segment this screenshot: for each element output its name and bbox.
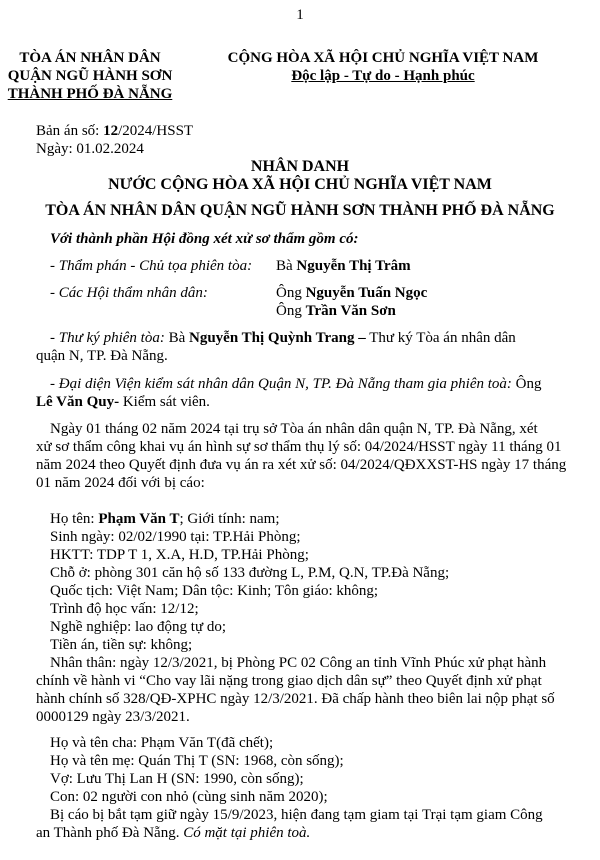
session-line4: 01 năm 2024 đối với bị cáo: bbox=[36, 475, 205, 491]
defendant-address: Chỗ ở: phòng 301 căn hộ số 133 đường L, P.M, Q.N, TP.Đà Nẵng; bbox=[50, 565, 450, 581]
judge-fullname: Nguyễn Thị Trâm bbox=[296, 258, 411, 274]
defendant-occupation: Nghề nghiệp: lao động tự do; bbox=[50, 619, 227, 635]
juror-2-title: Ông bbox=[276, 303, 306, 319]
national-title: CỘNG HÒA XÃ HỘI CHỦ NGHĨA VIỆT NAM bbox=[227, 50, 539, 66]
presence-note: Có mặt tại phiên toà. bbox=[183, 825, 311, 841]
verdict-date: Ngày: 01.02.2024 bbox=[36, 141, 144, 157]
prosecutor-line2 bbox=[36, 393, 210, 411]
clerk-name: Nguyễn Thị Quỳnh Trang – bbox=[189, 330, 366, 346]
verdict-number-label: Bản án số: bbox=[36, 123, 104, 139]
judge-label: - Thẩm phán - Chủ tọa phiên tòa: bbox=[50, 258, 253, 274]
clerk-line1 bbox=[50, 329, 516, 347]
defendant-name bbox=[50, 510, 279, 528]
verdict-number bbox=[36, 122, 193, 140]
history-line4: 0000129 ngày 23/3/2021. bbox=[36, 709, 190, 725]
session-line1: Ngày 01 tháng 02 năm 2024 tại trụ sở Tòa án nhân dân quận N, TP. Đà Nẵng, xét bbox=[50, 421, 538, 437]
national-motto bbox=[218, 67, 548, 85]
judge-title: Bà bbox=[276, 258, 297, 274]
title-line2: NƯỚC CỘNG HÒA XÃ HỘI CHỦ NGHĨA VIỆT NAM bbox=[108, 176, 492, 193]
history-line3: hành chính số 328/QĐ-XPHC ngày 12/3/2021. Đã chấp hành theo biên lai nộp phạt số bbox=[36, 691, 555, 707]
defendant-nationality: Quốc tịch: Việt Nam; Dân tộc: Kinh; Tôn giáo: không; bbox=[50, 583, 379, 599]
detention-line1: Bị cáo bị bắt tạm giữ ngày 15/9/2023, hiện đang tạm giam tại Trại tạm giam Công bbox=[50, 807, 543, 823]
defendant-dob: Sinh ngày: 02/02/1990 tại: TP.Hải Phòng; bbox=[50, 529, 301, 545]
defendant-mother: Họ và tên mẹ: Quán Thị T (SN: 1968, còn sống); bbox=[50, 753, 344, 769]
court-name-line1: TÒA ÁN NHÂN DÂN bbox=[19, 50, 161, 66]
defendant-children: Con: 02 người con nhỏ (cùng sinh năm 2020); bbox=[50, 789, 328, 805]
clerk-role: Thư ký Tòa án nhân dân bbox=[365, 330, 516, 346]
motto-text: Độc lập - Tự do - Hạnh phúc bbox=[291, 68, 475, 84]
page-number: 1 bbox=[296, 7, 304, 23]
court-name-line3 bbox=[0, 85, 180, 103]
verdict-number-value: 12 bbox=[103, 123, 119, 139]
session-line3: năm 2024 theo Quyết định đưa vụ án ra xét xử số: 04/2024/QĐXXST-HS ngày 17 tháng bbox=[36, 457, 567, 473]
defendant-residence: HKTT: TDP T 1, X.A, H.D, TP.Hải Phòng; bbox=[50, 547, 309, 563]
judge-name bbox=[276, 257, 411, 275]
defendant-fullname: Phạm Văn T bbox=[98, 511, 180, 527]
juror-2-name: Trần Văn Sơn bbox=[305, 303, 396, 319]
title-line3: TÒA ÁN NHÂN DÂN QUẬN NGŨ HÀNH SƠN THÀNH PHỐ ĐÀ NẴNG bbox=[45, 202, 555, 219]
prosecutor-label: - Đại diện Viện kiểm sát nhân dân Quận N, TP. Đà Nẵng tham gia phiên toà: bbox=[50, 376, 512, 392]
juror-1-name: Nguyễn Tuấn Ngọc bbox=[305, 285, 428, 301]
panel-intro: Với thành phần Hội đồng xét xử sơ thẩm gồm có: bbox=[50, 231, 359, 247]
juror-1-title: Ông bbox=[276, 285, 306, 301]
defendant-education: Trình độ học vấn: 12/12; bbox=[50, 601, 199, 617]
court-city: THÀNH PHỐ ĐÀ NẴNG bbox=[7, 86, 173, 102]
prosecutor-line1 bbox=[50, 375, 542, 393]
defendant-record: Tiền án, tiền sự: không; bbox=[50, 637, 193, 653]
prosecutor-title: Ông bbox=[511, 376, 542, 392]
clerk-label: - Thư ký phiên tòa: bbox=[50, 330, 165, 346]
juror-2 bbox=[276, 302, 396, 320]
defendant-father: Họ và tên cha: Phạm Văn T(đã chết); bbox=[50, 735, 274, 751]
jurors-label: - Các Hội thẩm nhân dân: bbox=[50, 285, 208, 301]
clerk-title: Bà bbox=[164, 330, 189, 346]
defendant-name-label: Họ tên: bbox=[50, 511, 99, 527]
prosecutor-name: Lê Văn Quy- bbox=[36, 394, 120, 410]
juror-1 bbox=[276, 284, 427, 302]
defendant-gender: ; Giới tính: nam; bbox=[179, 511, 280, 527]
defendant-wife: Vợ: Lưu Thị Lan H (SN: 1990, còn sống); bbox=[50, 771, 304, 787]
court-name-line2: QUẬN NGŨ HÀNH SƠN bbox=[7, 68, 173, 84]
prosecutor-role: Kiểm sát viên. bbox=[119, 394, 210, 410]
detention-place: an Thành phố Đà Nẵng. bbox=[36, 825, 184, 841]
history-line1: Nhân thân: ngày 12/3/2021, bị Phòng PC 02 Công an tỉnh Vĩnh Phúc xử phạt hành bbox=[50, 655, 547, 671]
verdict-number-suffix: /2024/HSST bbox=[118, 123, 194, 139]
title-line1: NHÂN DANH bbox=[250, 158, 350, 175]
session-line2: xử sơ thẩm công khai vụ án hình sự sơ thẩm thụ lý số: 04/2024/HSST ngày 11 tháng 01 bbox=[36, 439, 562, 455]
clerk-line2: quận N, TP. Đà Nẵng. bbox=[36, 348, 168, 364]
history-line2: chính về hành vi “Cho vay lãi nặng trong giao dịch dân sự” theo Quyết định xử phạt bbox=[36, 673, 542, 689]
detention-line2 bbox=[36, 824, 310, 842]
